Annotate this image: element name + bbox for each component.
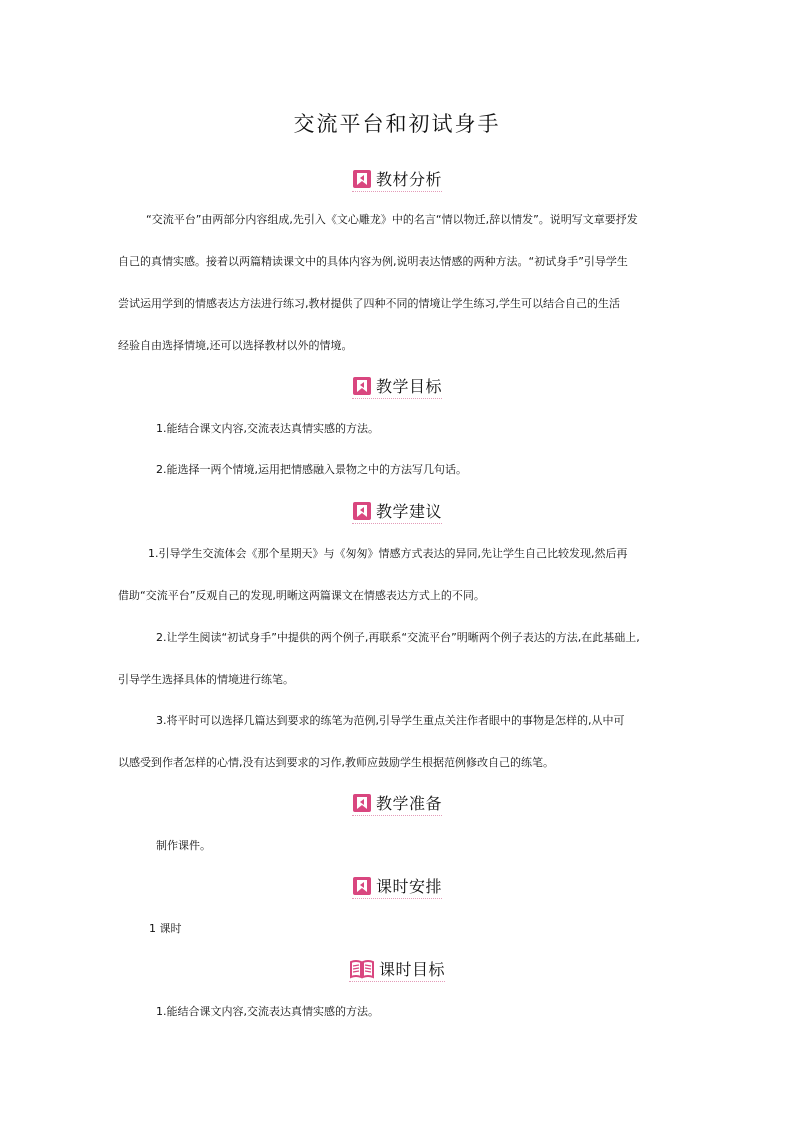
section-heading-analysis: [0, 167, 794, 192]
paragraph-line: 借助“交流平台”反观自己的发现,明晰这两篇课文在情感表达方式上的不同。: [118, 589, 485, 602]
section-heading-text: 课时目标: [378, 960, 445, 979]
paragraph-line: 自己的真情实感。接着以两篇精读课文中的具体内容为例,说明表达情感的两种方法。“初试身手”引导学生: [118, 255, 628, 268]
section-heading-preparation: [0, 791, 794, 816]
bookmark-arrow-icon: [352, 376, 372, 396]
paragraph-line: 2.能选择一两个情境,运用把情感融入景物之中的方法写几句话。: [156, 463, 467, 476]
section-heading-lesson-goals: [0, 957, 794, 982]
section-heading-text: 教材分析: [375, 170, 442, 189]
paragraph-line: “交流平台”由两部分内容组成,先引入《文心雕龙》中的名言“情以物迁,辞以情发”。说明写文章要抒发: [146, 213, 638, 226]
paragraph-line: 1.能结合课文内容,交流表达真情实感的方法。: [156, 422, 379, 435]
section-heading-schedule: [0, 874, 794, 899]
bookmark-arrow-icon: [352, 876, 372, 896]
section-heading-text: 教学目标: [375, 377, 442, 396]
paragraph-line: 以感受到作者怎样的心情,没有达到要求的习作,教师应鼓励学生根据范例修改自己的练笔。: [118, 756, 554, 769]
paragraph-line: 2.让学生阅读“初试身手”中提供的两个例子,再联系“交流平台”明晰两个例子表达的方法,在此基础上,: [156, 631, 640, 644]
section-heading-text: 教学建议: [375, 502, 442, 521]
bookmark-arrow-icon: [352, 793, 372, 813]
paragraph-line: 1.能结合课文内容,交流表达真情实感的方法。: [156, 1005, 379, 1018]
paragraph-line: 尝试运用学到的情感表达方法进行练习,教材提供了四种不同的情境让学生练习,学生可以结合自己的生活: [118, 297, 620, 310]
paragraph-line: 3.将平时可以选择几篇达到要求的练笔为范例,引导学生重点关注作者眼中的事物是怎样的,从中可: [156, 714, 625, 727]
bookmark-arrow-icon: [352, 169, 372, 189]
page-title: 交流平台和初试身手: [293, 112, 501, 136]
paragraph-line: 制作课件。: [156, 839, 211, 852]
bookmark-arrow-icon: [352, 501, 372, 521]
section-heading-goals: [0, 374, 794, 399]
open-book-icon: [349, 959, 375, 979]
section-heading-text: 教学准备: [375, 794, 442, 813]
paragraph-line: 引导学生选择具体的情境进行练笔。: [118, 673, 294, 686]
paragraph-line: 经验自由选择情境,还可以选择教材以外的情境。: [118, 339, 353, 352]
paragraph-line: 1.引导学生交流体会《那个星期天》与《匆匆》情感方式表达的异同,先让学生自己比较发现,然后再: [148, 547, 628, 560]
section-heading-suggestions: [0, 499, 794, 524]
paragraph-line: 1 课时: [149, 922, 182, 935]
section-heading-text: 课时安排: [375, 877, 442, 896]
